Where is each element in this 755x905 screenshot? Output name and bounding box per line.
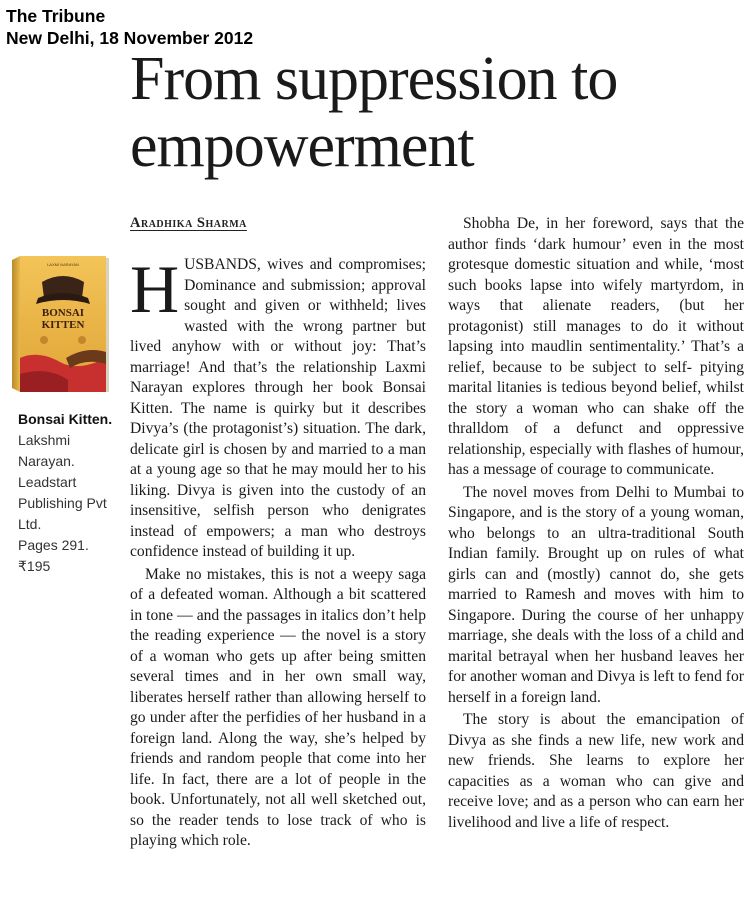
caption-publisher: Leadstart Publishing Pvt Ltd.: [18, 474, 107, 532]
paragraph-text: USBANDS, wives and compromises; Dominance and submission; approval sought and given or withheld; lives wasted with the wrong partner but lived anyhow with or without joy: That’s marriage! And that’s the relationship Laxmi Narayan explores through her book Bonsai Kitten. The name is quirky but it describes Divya’s (the protagonist’s) situation. The dark, delicate girl is chosen by and married to a man at a young age so that he may mould her to his liking. Divya is given into the custody of an insensitive, selfish person who denigrates instead of empowers; a man who destroys confidence instead of building it up.: [130, 256, 426, 560]
caption-price: ₹195: [18, 558, 51, 574]
drop-cap: H: [130, 251, 180, 327]
caption-pages: Pages 291.: [18, 537, 89, 553]
cover-author: LAXMI NARAYAN: [47, 262, 79, 267]
article-title: From suppression to empowerment: [130, 45, 618, 180]
masthead: [6, 5, 253, 49]
paragraph: [130, 251, 426, 563]
book-details-caption: [18, 409, 114, 577]
byline: Aradhika Sharma: [130, 215, 247, 231]
caption-book-title: Bonsai Kitten.: [18, 411, 113, 427]
article-column-2: [448, 214, 744, 835]
book-cover-illustration: [8, 254, 110, 394]
dateline: New Delhi, 18 November 2012: [6, 28, 254, 48]
paragraph: The story is about the emancipation of Divya as she finds a new life, new work and new friends. She learns to explore her capacities as a woman who can give and receive love; and as a person who can earn her livelihood and live a life of respect.: [448, 711, 744, 831]
article-column-1: [130, 251, 426, 854]
book-cover-image: [8, 254, 110, 394]
newspaper-name: The Tribune: [6, 6, 106, 26]
paragraph: Shobha De, in her foreword, says that the author finds ‘dark humour’ even in the most grotesque domestic situation and while, ‘most such books lapse into wifely martyrdom, in ways that alienate readers, (but her protagonist) still manages to do it without lapsing into maudlin sentimentality.’ That’s a relief, because to be subject to self- pitying marital litanies is tedious beyond belief, whilst the story a woman who can shake off the thralldom of a defunct and oppressive relationship, especially with flashes of humour, has a message of courage to communicate.: [448, 215, 744, 478]
paragraph: Make no mistakes, this is not a weepy saga of a defeated woman. Although a bit scattered in tone — and the passages in italics don’t help the reading experience — the novel is a story of a woman who gets up after being smitten several times and in her own small way, liberates herself rather than allowing herself to go under after the perfidies of her husband in a foreign land. Along the way, she’s helped by friends and random people that come into her life. In fact, there are a lot of people in the book. Unfortunately, not all well sketched out, so the reader tends to lose track of who is playing which role.: [130, 565, 426, 849]
cover-title-line2: KITTEN: [41, 319, 85, 331]
caption-author: Lakshmi Narayan.: [18, 432, 75, 469]
cover-title-line1: BONSAI: [41, 307, 85, 319]
paragraph: The novel moves from Delhi to Mumbai to Singapore, and is the story of a young woman, who belongs to an ultra-traditional South Indian family. Brought up on rules of what girls can and (mostly) cannot do, she gets married to Ramesh and moves with him to Singapore. During the course of her unhappy marriage, she deals with the loss of a child and marital betrayal when her husband leaves her for another woman and Divya is left to fend for herself in a foreign land.: [448, 483, 744, 706]
